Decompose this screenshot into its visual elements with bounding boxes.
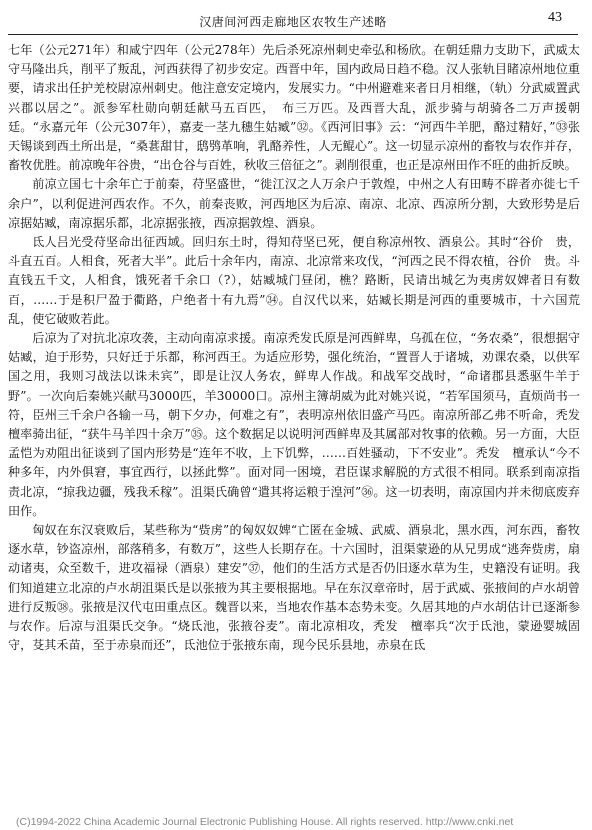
header-title: 汉唐间河西走廊地区农牧生产述略 xyxy=(199,15,387,29)
paragraph-5: 匈奴在东汉衰败后，某些称为“赀虏”的匈奴奴婢“亡匿在金城、武威、酒泉北，黑水西，河东西，畜牧逐水草，钞盗凉州，部落稍多，有数万”，这些人长期存在。十六国时，沮渠蒙逊的从兄男成“逃奔赀虏，扇动诸夷，众至数千，进攻福禄（酒泉）建安”㊲，他们的生活方式是否仍旧逐水草为生，史籍没有证明。我们知道建立北凉的卢水胡沮渠氏是以张掖为其主要根据地。早在东汉章帝时，居于武威、张掖间的卢水胡曾进行反叛㊳。张掖是汉代屯田重点区。魏晋以来，当地农作基本态势未变。久居其地的卢水胡估计已逐渐参与农作。后凉与沮渠氏交争。“烧氐池，张掖谷麦”。南北凉相攻，秃发 檀率兵“次于氐池，蒙逊婴城固守，芟其禾苗，至于赤泉而还”，氐池位于张掖东南，现今民乐县地，赤泉在氐 xyxy=(8,523,580,653)
running-header xyxy=(8,8,578,35)
paragraph-4: 后凉为了对抗北凉攻袭，主动向南凉求援。南凉秃发氏原是河西鲜卑，乌孤在位，“务农桑”，很想据守姑臧，迫于形势，只好迁于乐都，称河西王。为适应形势，强化统治，“置晋人于诸城，劝课农桑，以供军国之用，我则习战法以诛未宾”，即是让汉人务农，鲜卑人作战。和战军交战时，“命诸郡县悉驱牛羊于野”。一次向后秦姚兴献马3000匹，羊30000口。凉州主簿胡威为此对姚兴说，“若军国须马，直烦尚书一符，臣州三千余户各输一马，朝下夕办，何难之有”，表明凉州依旧盛产马匹。南凉所部乙弗不听命，秃发 檀率骑出征，“获牛马羊四十余万”㉟。这个数据足以说明河西鲜卑及其属部对牧事的依赖。另一方面，大臣孟恺为劝阻出征谈到了国内形势是“连年不收，上下饥弊，……百姓骚动，下不安业”。秃发 檀承认“今不种多年，内外俱窘，事宜西行，以拯此弊”。面对同一困境，君臣谋求解脱的方式很不相同。联系到南凉指责北凉，“掠我边疆，残我禾稼”。沮渠氏确曾“遣其将运粮于湟河”㊱。这一切表明，南凉国内并未彻底废弃田作。 xyxy=(8,331,592,518)
copyright-footer: (C)1994-2022 China Academic Journal Electronic Publishing House. All rights reserved. http://www.cnki.net xyxy=(16,816,514,828)
paragraph-2: 前凉立国七十余年亡于前秦，苻坚盛世，“徙江汉之人万余户于敦煌，中州之人有田畴不辟者亦徙七千余户”，以利促进河西农作。不久，前秦丧败，河西地区为后凉、南凉、北凉、西凉所分割，大致形势是后凉据姑臧，南凉据乐都，北凉据张掖，西凉据敦煌、酒泉。 xyxy=(8,177,580,230)
page-number: 43 xyxy=(548,10,562,25)
paragraph-1: 七年（公元271年）和咸宁四年（公元278年）先后杀死凉州刺史牵弘和杨欣。在朝廷鼎力支助下，武威太守马隆出兵，削平了叛乱，河西获得了初步安定。西晋中年，国内政局日趋不稳。汉人张轨目睹凉州地位重要，请求出任护羌校尉凉州刺史。他注意安定境内，发展实力。“中州避难来者日月相继，（轨）分武威置武兴郡以居之”。派参军杜勋向朝廷献马五百匹， 布三万匹。及西晋大乱，派步骑与胡骑各二万声援朝廷。“永嘉元年（公元307年），嘉麦一茎九穗生姑臧”㉜。《西河旧事》云：“河西牛羊肥，酪过精好，”㉝张天锡谈到西土所出是，“桑葚甜甘，鸱鸮革响，乳酪养性，人无鲲心”。这一切显示凉州的畜牧与农作并存，畜牧优胜。前凉晚年谷贵，“出仓谷与百姓，秋收三倍征之”。剥削很重，也正是凉州田作不旺的曲折反映。 xyxy=(8,43,580,173)
paragraph-3: 氐人吕光受苻坚命出征西域。回归东土时，得知苻坚已死，便自称凉州牧、酒泉公。其时“谷价 贵，斗直五百。人相食，死者大半”。此后十余年内，南凉、北凉常来攻伐，“河西之民不得农植，谷价 贵。斗直钱五千文，人相食，饿死者千余口（?），姑臧城门昼闭，樵？路断，民请出城乞为夷虏奴婢者日有数百，……于是积尸盈于衢路，户绝者十有九焉”㉞。自汉代以来，姑臧长期是河西的重要城市，十六国荒乱，使它破败若此。 xyxy=(8,235,580,326)
article-body xyxy=(8,41,592,656)
